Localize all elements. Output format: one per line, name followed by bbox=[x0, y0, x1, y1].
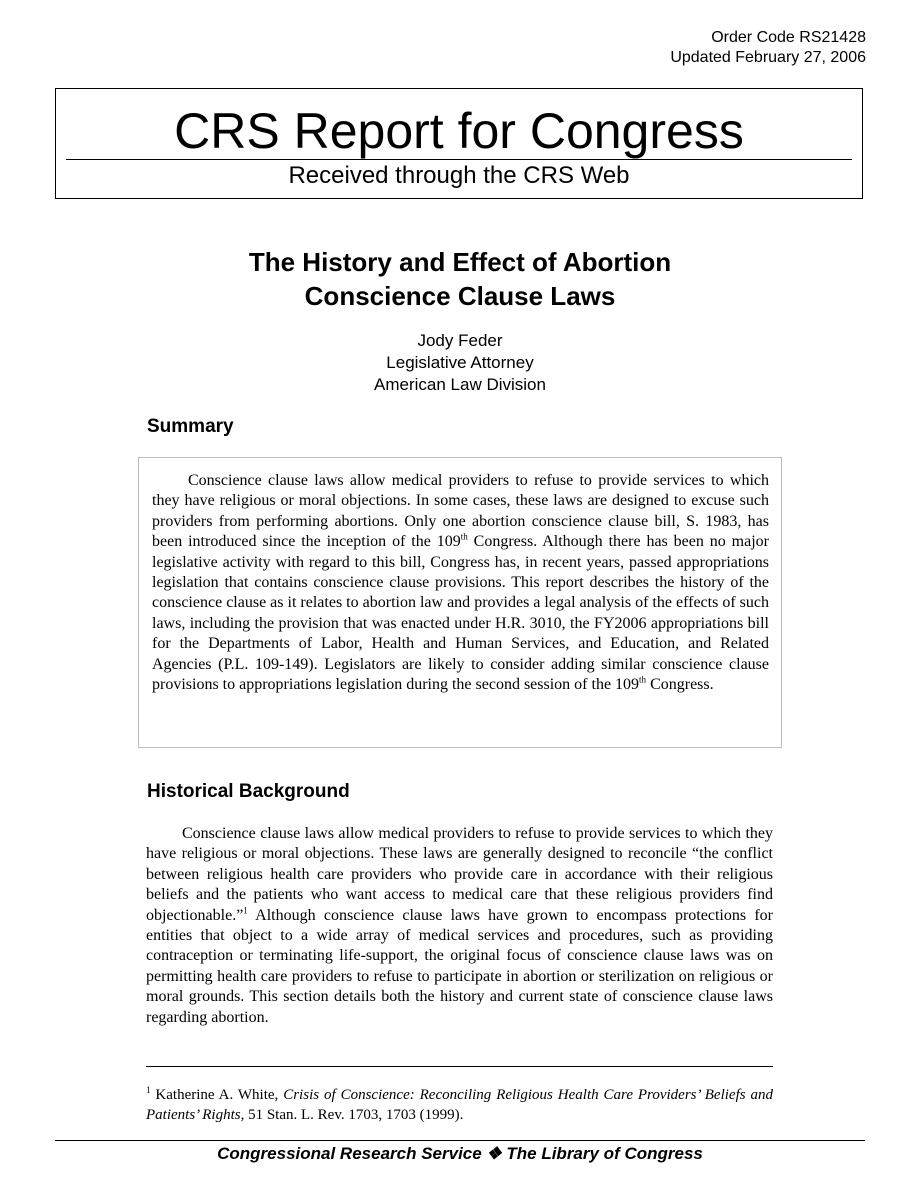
historical-background-text: Conscience clause laws allow medical providers to refuse to provide services to which they have religious or moral objections. These laws are generally designed to reconcile “the conflict between religious health care providers who provide care in accordance with their religious beliefs and the patients who want access to medical care that these religious providers find objectionable.”$^1$ Although conscience clause laws have grown to encompass protections for entities that object to a wide array of medical services and procedures, such as providing contraception or terminating life-support, the original focus of conscience clause laws was on permitting health care providers to refuse to participate in abortion or sterilization on religious or moral grounds. This section details both the history and current state of conscience clause laws regarding abortion. bbox=[146, 825, 773, 1026]
document-title-line-2: Conscience Clause Laws bbox=[304, 281, 616, 311]
footnote-article-title: Crisis of Conscience: Reconciling Religious Health Care Providers’ Beliefs and Patients’ Rights bbox=[146, 1087, 773, 1123]
banner-title: CRS Report for Congress bbox=[174, 103, 744, 159]
summary-heading: Summary bbox=[147, 416, 234, 437]
historical-background-section bbox=[146, 824, 773, 1028]
historical-background-heading: Historical Background bbox=[147, 781, 350, 802]
banner-subtitle: Received through the CRS Web bbox=[288, 162, 630, 189]
footnote-divider bbox=[146, 1066, 773, 1067]
order-code-block bbox=[670, 28, 866, 68]
superscript: th bbox=[460, 531, 468, 542]
author-block bbox=[0, 330, 920, 396]
summary-text: Conscience clause laws allow medical providers to refuse to provide services to which they have religious or moral objections. In some cases, these laws are designed to excuse such providers from performing abortions. Only one abortion conscience clause bill, S. 1983, has been introduced since the inception of the 109th Congress. Although there has been no major legislative activity with regard to this bill, Congress has, in recent years, passed appropriations legislation that contains conscience clause provisions. This report describes the history of the conscience clause as it relates to abortion law and provides a legal analysis of the effects of such laws, including the provision that was enacted under H.R. 3010, the FY2006 appropriations bill for the Departments of Labor, Health and Human Services, and Education, and Related Agencies (P.L. 109-149). Legislators are likely to consider adding similar conscience clause provisions to appropriations legislation during the second session of the 109th Congress. bbox=[152, 472, 769, 694]
document-title bbox=[0, 245, 920, 313]
updated-date: Updated February 27, 2006 bbox=[670, 49, 866, 66]
superscript: th bbox=[639, 674, 647, 685]
page-footer: Congressional Research Service ❖ The Library of Congress bbox=[217, 1144, 703, 1163]
order-code: Order Code RS21428 bbox=[711, 29, 866, 46]
author-title: Legislative Attorney bbox=[386, 353, 534, 372]
author-name: Jody Feder bbox=[417, 331, 503, 350]
summary-box bbox=[138, 457, 782, 748]
banner-divider bbox=[66, 159, 852, 160]
document-title-line-1: The History and Effect of Abortion bbox=[248, 247, 672, 277]
footnote-reference: 1 bbox=[243, 905, 248, 916]
footer-divider bbox=[55, 1140, 865, 1141]
report-banner bbox=[55, 88, 863, 199]
author-division: American Law Division bbox=[374, 375, 546, 394]
footnote: $^1$ Katherine A. White, Crisis of Conscience: Reconciling Religious Health Care Providers’ Beliefs and Patients’ Rights, 51 Stan. L. Rev. 1703, 1703 (1999). bbox=[146, 1085, 773, 1123]
footnote-number: 1 bbox=[146, 1085, 151, 1095]
